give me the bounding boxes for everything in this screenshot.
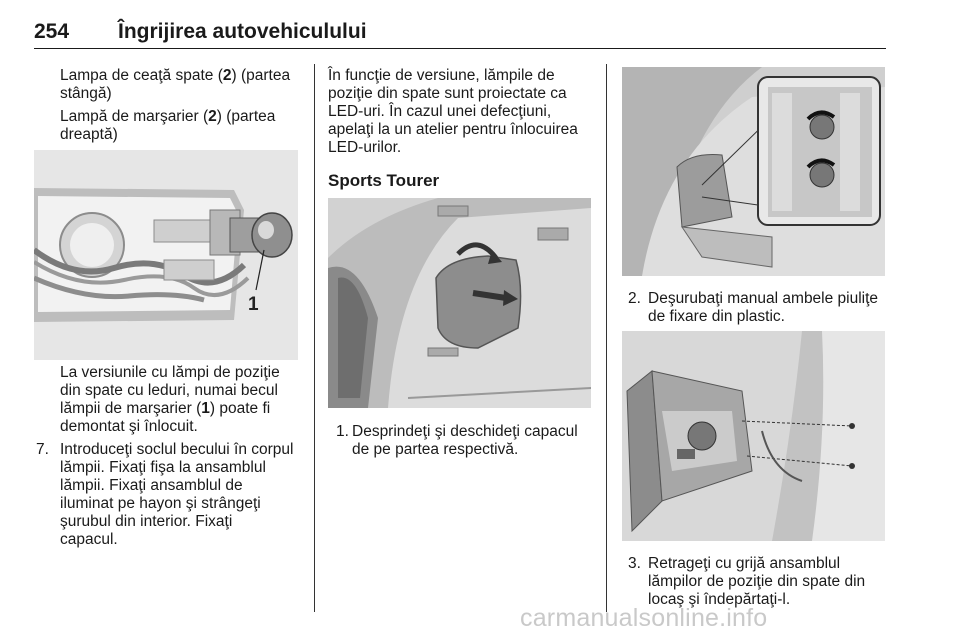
step-7-line: lămpii. Fixaţi fişa la ansamblul — [60, 459, 266, 476]
lamp-assembly-illustration — [622, 331, 885, 541]
step-3-line: Retrageţi cu grijă ansamblul — [648, 555, 841, 572]
step-7-line: capacul. — [60, 531, 118, 548]
reverse-lamp-text: Lampă de marşarier (2) (partea — [60, 108, 276, 125]
step-2-line: de fixare din plastic. — [648, 308, 785, 325]
led-intro-line: apelaţi la un atelier pentru înlocuirea — [328, 121, 578, 138]
fog-lamp-text-line2: stângă) — [60, 85, 112, 102]
step-2-line: Deşurubaţi manual ambele piuliţe — [648, 290, 879, 307]
step-7-line: şurubul din interior. Fixaţi — [60, 513, 233, 530]
column-divider-left — [314, 64, 315, 612]
step-1-line: Desprindeţi şi deschideţi capacul — [352, 423, 578, 440]
led-intro-line: LED-uri. În cazul unei defecţiuni, — [328, 103, 552, 120]
step-7-line: iluminat pe hayon şi strângeţi — [60, 495, 261, 512]
fog-lamp-text: Lampa de ceaţă spate (2) (partea — [60, 67, 291, 84]
led-intro-line: LED-urilor. — [328, 139, 402, 156]
step-1-number: 1. — [336, 423, 349, 440]
column-divider-right — [606, 64, 607, 612]
page-number: 254 — [34, 20, 70, 43]
step-2-number: 2. — [628, 290, 641, 307]
led-note-line2: din spate cu leduri, numai becul — [60, 382, 278, 399]
step-7-line: Introduceţi soclul becului în corpul — [60, 441, 294, 458]
led-note-line1: La versiunile cu lămpi de poziţie — [60, 364, 280, 381]
page-header — [34, 18, 886, 49]
lamp-assembly-figure — [622, 331, 885, 541]
bulb-holder-illustration — [34, 150, 298, 360]
trunk-cover-illustration — [328, 198, 591, 408]
reverse-lamp-text-line2: dreaptă) — [60, 126, 118, 143]
step-3-line: lămpilor de poziţie din spate din — [648, 573, 866, 590]
led-intro-line: În funcţie de versiune, lămpile de — [328, 67, 555, 84]
led-note-line4: demontat şi înlocuit. — [60, 418, 198, 435]
step-3-line: locaş şi îndepărtaţi-l. — [648, 591, 791, 608]
step-1-line: de pe partea respectivă. — [352, 441, 519, 458]
chapter-title: Îngrijirea autovehiculului — [118, 20, 367, 43]
watermark: carmanualsonline.info — [520, 604, 768, 632]
step-7-line: lămpii. Fixaţi ansamblul de — [60, 477, 243, 494]
bulb-holder-figure — [34, 150, 298, 360]
plastic-nuts-figure — [622, 67, 885, 276]
step-7-number: 7. — [36, 441, 49, 458]
figure-callout-1: 1 — [248, 294, 259, 315]
trunk-cover-figure — [328, 198, 591, 408]
step-3-number: 3. — [628, 555, 641, 572]
led-intro-line: poziţie din spate sunt proiectate ca — [328, 85, 567, 102]
led-note-line3: lămpii de marşarier (1) poate fi — [60, 400, 271, 417]
section-heading-sports-tourer: Sports Tourer — [328, 171, 440, 190]
plastic-nuts-illustration — [622, 67, 885, 276]
